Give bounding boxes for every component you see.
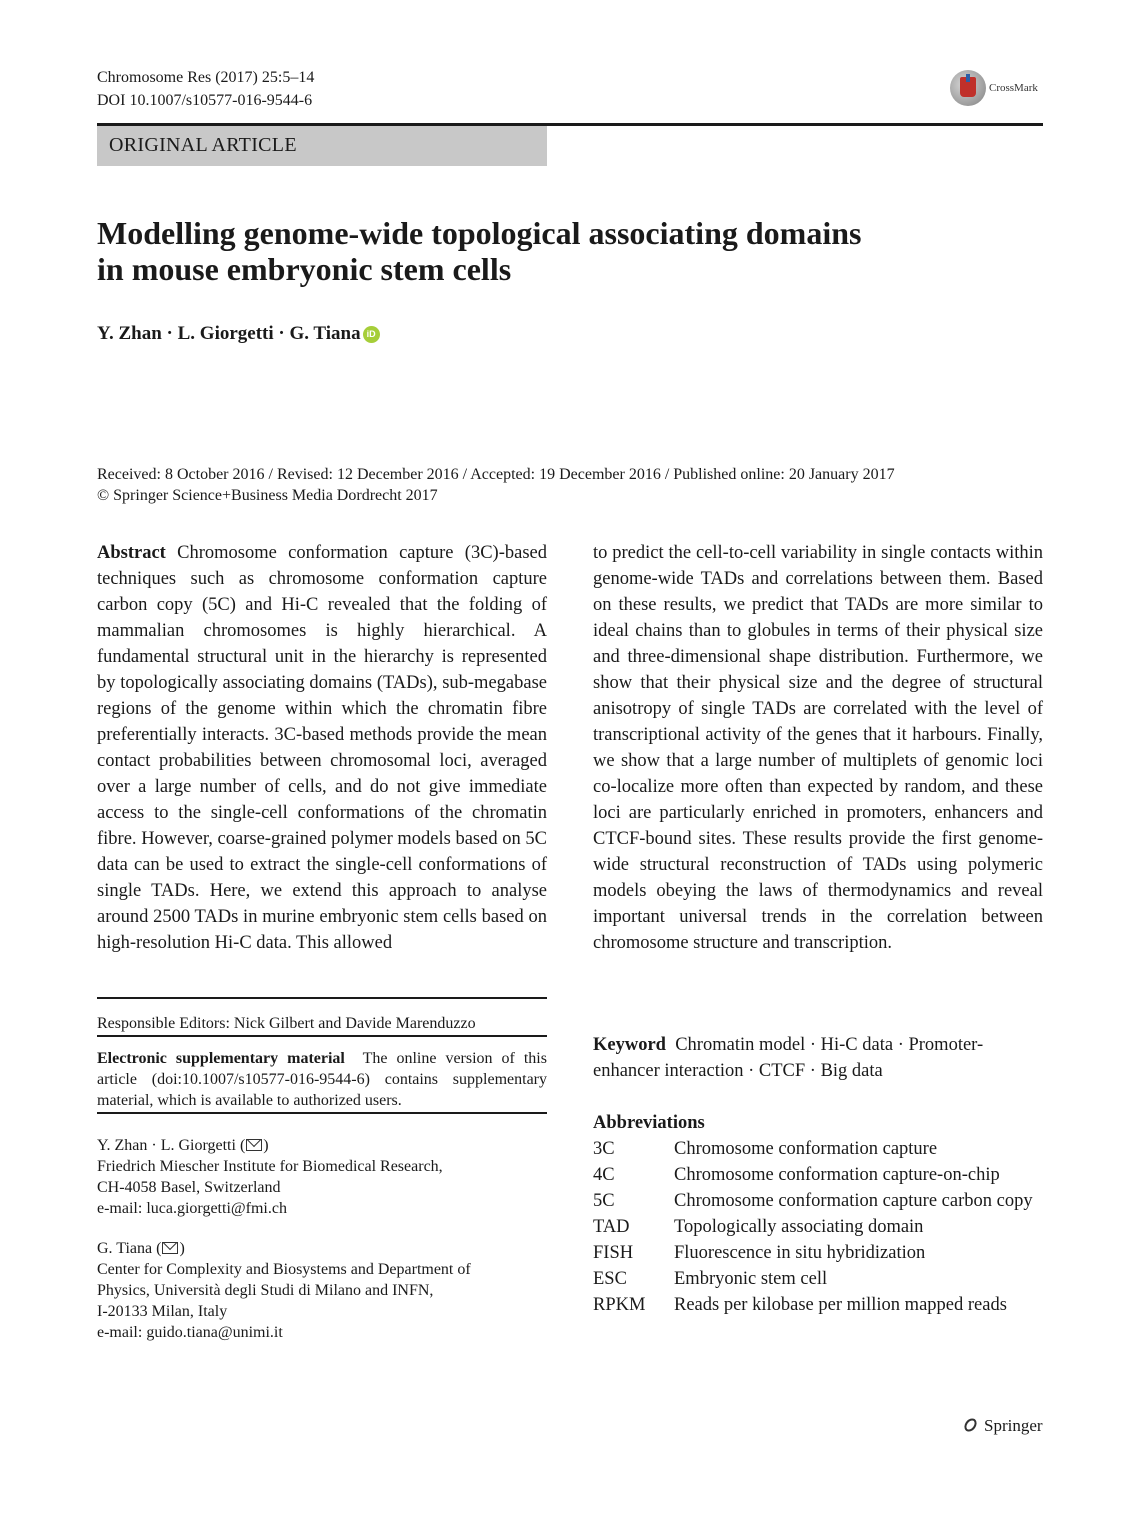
title-line-2: in mouse embryonic stem cells	[97, 251, 512, 287]
keyword-heading: Keyword	[593, 1035, 666, 1055]
copyright-line: © Springer Science+Business Media Dordrecht 2017	[97, 487, 438, 504]
author-list	[97, 323, 380, 345]
esm-text[interactable]: The online version of this article (doi:10.1007/s10577-016-9544-6) contains supplementary material, which is available to authorized users.	[97, 1050, 547, 1109]
publication-dates	[97, 464, 1043, 506]
affiliation-2: G. Tiana ( ) Center for Complexity and Biosystems and Department of Physics, Università degli Studi di Milano and INFN, I-20133 Milan, Italy e-mail: guido.tiana@unimi.it	[97, 1238, 547, 1343]
abbreviations-section	[593, 1110, 1043, 1318]
keywords-section	[593, 1032, 1043, 1084]
abbreviation-value: Chromosome conformation capture carbon copy	[674, 1191, 1033, 1211]
abbreviation-value: Fluorescence in situ hybridization	[674, 1243, 926, 1263]
abbreviation-row	[593, 1136, 1043, 1162]
abbreviation-row	[593, 1266, 1043, 1292]
aff1-line: CH-4058 Basel, Switzerland	[97, 1179, 281, 1196]
abbreviation-key: 3C	[593, 1139, 615, 1159]
footnote-rule-top	[97, 997, 547, 999]
abbreviation-key: TAD	[593, 1217, 630, 1237]
aff2-line: Center for Complexity and Biosystems and Department of	[97, 1261, 471, 1278]
abbreviation-row	[593, 1162, 1043, 1188]
doi-line[interactable]: DOI 10.1007/s10577-016-9544-6	[97, 92, 313, 109]
abstract-right-column	[593, 540, 1043, 956]
supplementary-note	[97, 1048, 547, 1111]
journal-citation	[97, 66, 314, 112]
article-type-banner: ORIGINAL ARTICLE	[97, 126, 547, 166]
article-title	[97, 215, 957, 287]
abstract-left-column	[97, 540, 547, 956]
abstract-heading: Abstract	[97, 543, 166, 563]
title-line-1: Modelling genome-wide topological associating domains	[97, 215, 862, 251]
affiliation-1: Y. Zhan · L. Giorgetti ( ) Friedrich Miescher Institute for Biomedical Research, CH-4058 Basel, Switzerland e-mail: luca.giorgetti@fmi.ch	[97, 1135, 547, 1219]
abbreviation-key: FISH	[593, 1243, 634, 1263]
envelope-icon[interactable]	[162, 1242, 178, 1254]
dates-line: Received: 8 October 2016 / Revised: 12 December 2016 / Accepted: 19 December 2016 / Published online: 20 January 2017	[97, 466, 895, 483]
responsible-editors: Responsible Editors: Nick Gilbert and Davide Marenduzzo	[97, 1015, 476, 1032]
abbreviation-row	[593, 1292, 1043, 1318]
aff2-line: I-20133 Milan, Italy	[97, 1303, 228, 1320]
abbreviation-row	[593, 1214, 1043, 1240]
aff2-email[interactable]: e-mail: guido.tiana@unimi.it	[97, 1324, 283, 1341]
footnote-rule-bottom	[97, 1112, 547, 1114]
abstract-text-right: to predict the cell-to-cell variability in single contacts within genome-wide TADs and correlations between them. Based on these results, we predict that TADs are more similar to ideal chains than to globules in terms of their physical size and three-dimensional shape distribution. Furthermore, we show that their physical size and the degree of structural anisotropy of single TADs are correlated with the level of transcriptional activity of the genes that it harbours. Finally, we show that a large number of multiplets of genomic loci co-localize more often than expected by random, and these loci are particularly enriched in promoters, enhancers and CTCF-bound sites. These results provide the first genome-wide structural reconstruction of TADs using polymeric models obeying the laws of thermodynamics and reveal important universal trends in the correlation between chromosome structure and transcription.	[593, 543, 1043, 953]
aff1-names: Y. Zhan · L. Giorgetti	[97, 1137, 236, 1154]
esm-heading: Electronic supplementary material	[97, 1050, 345, 1067]
abbreviations-heading: Abbreviations	[593, 1113, 705, 1133]
crossmark-label: CrossMark	[989, 82, 1038, 94]
abbreviation-row	[593, 1188, 1043, 1214]
abbreviation-value: Embryonic stem cell	[674, 1269, 828, 1289]
abbreviation-key: 4C	[593, 1165, 615, 1185]
abbreviation-value: Chromosome conformation capture-on-chip	[674, 1165, 1000, 1185]
aff2-names: G. Tiana	[97, 1240, 153, 1257]
abbreviation-value: Topologically associating domain	[674, 1217, 924, 1237]
keyword-text: Chromatin model · Hi-C data · Promoter-enhancer interaction · CTCF · Big data	[593, 1035, 984, 1081]
aff1-email[interactable]: e-mail: luca.giorgetti@fmi.ch	[97, 1200, 287, 1217]
abbreviation-key: ESC	[593, 1269, 627, 1289]
abbreviation-key: 5C	[593, 1191, 615, 1211]
aff2-line: Physics, Università degli Studi di Milano and INFN,	[97, 1282, 434, 1299]
abbreviation-key: RPKM	[593, 1295, 646, 1315]
abbreviation-value: Reads per kilobase per million mapped reads	[674, 1295, 1007, 1315]
publisher-logo	[963, 1416, 1043, 1436]
journal-line: Chromosome Res (2017) 25:5–14	[97, 69, 315, 86]
abstract-text-left: Chromosome conformation capture (3C)-based techniques such as chromosome conformation capture carbon copy (5C) and Hi-C revealed that the folding of mammalian chromosomes is highly hierarchical. A fundamental structural unit in the hierarchy is represented by topologically associating domains (TADs), sub-megabase regions of the genome within which the chromatin fibre preferentially interacts. 3C-based methods provide the mean contact probabilities between chromosomal loci, averaged over a large number of cells, and do not give immediate access to the single-cell conformations of the chromatin fibre. However, coarse-grained polymer models based on 5C data can be used to extract the single-cell conformations of single TADs. Here, we extend this approach to analyse around 2500 TADs in murine embryonic stem cells based on high-resolution Hi-C data. This allowed	[97, 543, 548, 953]
authors-text[interactable]: Y. Zhan · L. Giorgetti · G. Tiana	[97, 323, 361, 344]
footnote-rule-mid	[97, 1035, 547, 1037]
envelope-icon[interactable]	[246, 1139, 262, 1151]
crossmark-icon	[950, 70, 986, 106]
abbreviation-row	[593, 1240, 1043, 1266]
abbreviation-value: Chromosome conformation capture	[674, 1139, 938, 1159]
crossmark-badge[interactable]	[950, 68, 1050, 108]
springer-horse-icon	[963, 1417, 979, 1435]
publisher-name: Springer	[984, 1416, 1043, 1435]
aff1-line: Friedrich Miescher Institute for Biomedical Research,	[97, 1158, 443, 1175]
orcid-icon[interactable]: iD	[363, 326, 380, 343]
